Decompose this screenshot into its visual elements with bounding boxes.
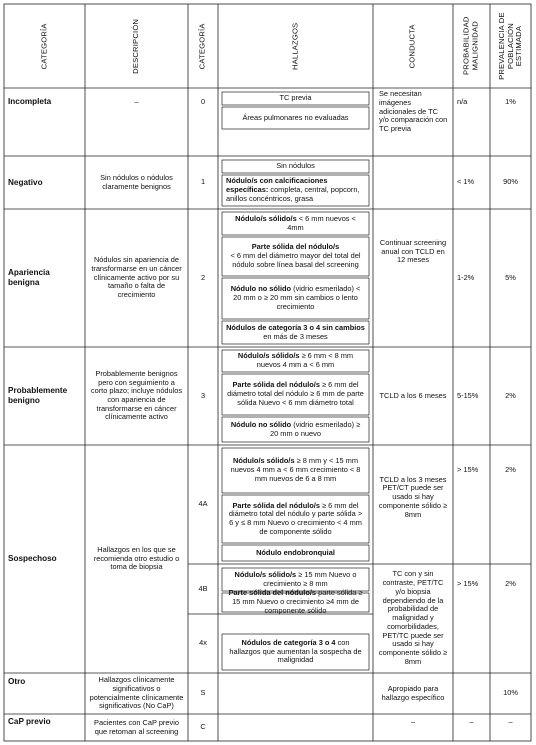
prevalence-apariencia: 5% [505,272,516,282]
finding-box: Parte sólida del nódulo/s < 6 mm del diámetro mayor del total del nódulo sobre línea basal del screening [230,242,361,269]
description-apariencia-benigna: Nódulos sin apariencia de transformarse en un cáncer clínicamente activo por su tamaño o falta de crecimiento [91,255,182,300]
prevalence-4b: 2% [505,578,516,588]
conduct-anual: Continuar screening anual con TCLD en 12 meses [379,237,447,265]
category-number: 2 [200,272,206,282]
category-number-4b: 4B [198,583,208,593]
prevalence-otro: 10% [503,688,518,698]
prevalence-negativo: 90% [503,177,518,187]
prevalence-cap: – [508,716,513,726]
category-number: S [200,688,206,698]
probability-incompleta: n/a [457,96,468,106]
description-cap-previo: Pacientes con CaP previo que retoman al screening [94,717,179,736]
category-apariencia-benigna: Apariencia benigna [8,268,50,287]
header-categoria: CATEGORÍA [39,23,49,69]
category-number: C [200,722,206,732]
finding-box: Nódulo/s sólido/s ≥ 15 mm Nuevo o crecimiento ≥ 8 mm [234,569,357,588]
finding-box: Nódulos de categoría 3 o 4 sin cambios en más de 3 meses [226,322,365,341]
conduct-4b: TC con y sin contraste, PET/TC y/o biopsia dependiendo de la probabilidad de malignidad y comorbilidades, PET/TC puede ser usado si hay componente sólido ≥ 8mm [378,569,448,666]
header-hallazgos: HALLAZGOS [290,22,300,70]
finding-box: Nódulo/s sólido/s ≥ 6 mm < 8 mm nuevos 4 mm a < 6 mm [237,351,354,369]
category-cap-previo: CaP previo [8,717,51,727]
prevalence-4a: 2% [505,464,516,474]
finding-box: Nódulos de categoría 3 o 4 con hallazgos que aumentan la sospecha de malignidad [229,637,362,665]
category-otro: Otro [8,677,26,687]
prevalence-incompleta: 1% [505,96,516,106]
category-probablemente-benigno: Probablemente benigno [8,386,68,405]
header-categoria-num: CATEGORÍA [197,23,207,69]
conduct-4a: TCLD a los 3 meses PET/CT puede ser usado si hay componente sólido ≥ 8mm [378,474,448,519]
finding-box: Nódulo no sólido (vidrio esmerilado) ≥ 20 mm o nuevo [230,419,361,438]
finding-box: Áreas pulmonares no evaluadas [242,112,349,122]
probability-cap: – [469,716,474,726]
finding-box: Sin nódulos [276,161,315,171]
description-negativo: Sin nódulos o nódulos claramente benignos [100,172,173,191]
probability-4b: > 15% [457,578,479,588]
category-number-4x: 4x [199,638,207,648]
finding-box: Nódulo endobronquial [256,547,335,557]
finding-box: Nódulo/s sólido/s < 6 mm nuevos < 4mm [235,213,356,232]
finding-box: Nódulo no sólido (vidrio esmerilado) < 20 mm o ≥ 20 mm sin cambios o lento crecimiento [230,284,361,311]
description-probablemente-benigno: Probablemente benignos pero con seguimiento a corto plazo; incluye nódulos con apariencia de transformarse en cáncer clínicamente activo [90,368,183,422]
category-number: 3 [200,390,206,400]
description-sospechoso: Hallazgos en los que se recomienda otro estudio o toma de biopsia [93,544,180,572]
category-sospechoso: Sospechoso [8,554,57,564]
category-number: 1 [200,177,206,187]
header-conducta: CONDUCTA [407,23,417,69]
probability-apariencia: 1-2% [457,272,475,282]
conduct-probable: TCLD a los 6 meses [379,390,447,400]
header-probabilidad: PROBABILIDAD MALIGNIDAD [461,16,480,76]
category-number: 0 [200,96,206,106]
finding-box: Nódulo/s con calcificaciones específicas: completa, central, popcorn, anillos concéntricos, grasa [226,176,360,203]
finding-box: Parte sólida del nódulo/s ≥ 6 mm del diámetro total del nódulo ≥ 6 mm de parte sólida Nuevo < 6 mm diámetro total [227,380,364,407]
probability-probable: 5-15% [457,390,479,400]
header-prevalencia: PREVALENCIA DE POBLACIÓN ESTIMADA [496,12,523,80]
probability-negativo: < 1% [457,177,475,187]
finding-box: Nódulo/s sólido/s ≥ 8 mm y < 15 mm nuevos 4 mm a < 6 mm crecimiento < 8 mm nuevos de 6 a 8 mm [230,456,361,483]
category-negativo: Negativo [8,177,43,187]
category-incompleta: Incompleta [8,97,52,107]
finding-box: TC previa [279,93,312,103]
description-otro: Hallazgos clínicamente significativos o potencialmente clínicamente significativos (No CaP) [89,675,184,711]
probability-4a: > 15% [457,464,479,474]
conduct-incompleta: Se necesitan imágenes adicionales de TC y/o comparación con TC previa [379,89,448,134]
conduct-cap: – [410,716,416,726]
header-descripcion: DESCRIPCIÓN [131,18,141,74]
finding-box: Parte sólida del nódulo/s parte sólida ≥ 15 mm Nuevo o crecimiento ≥4 mm de componente sólido [228,588,363,615]
category-number-4a: 4A [198,499,208,509]
conduct-otro: Apropiado para hallazgo específico [381,683,445,702]
description-incompleta: – [134,96,139,106]
prevalence-probable: 2% [505,390,516,400]
finding-box: Parte sólida del nódulo/s ≥ 6 mm del diámetro total del nódulo y parte sólida > 6 y ≤ 8 mm Nuevo o crecimiento < 4 mm de componente sólido [228,500,363,536]
